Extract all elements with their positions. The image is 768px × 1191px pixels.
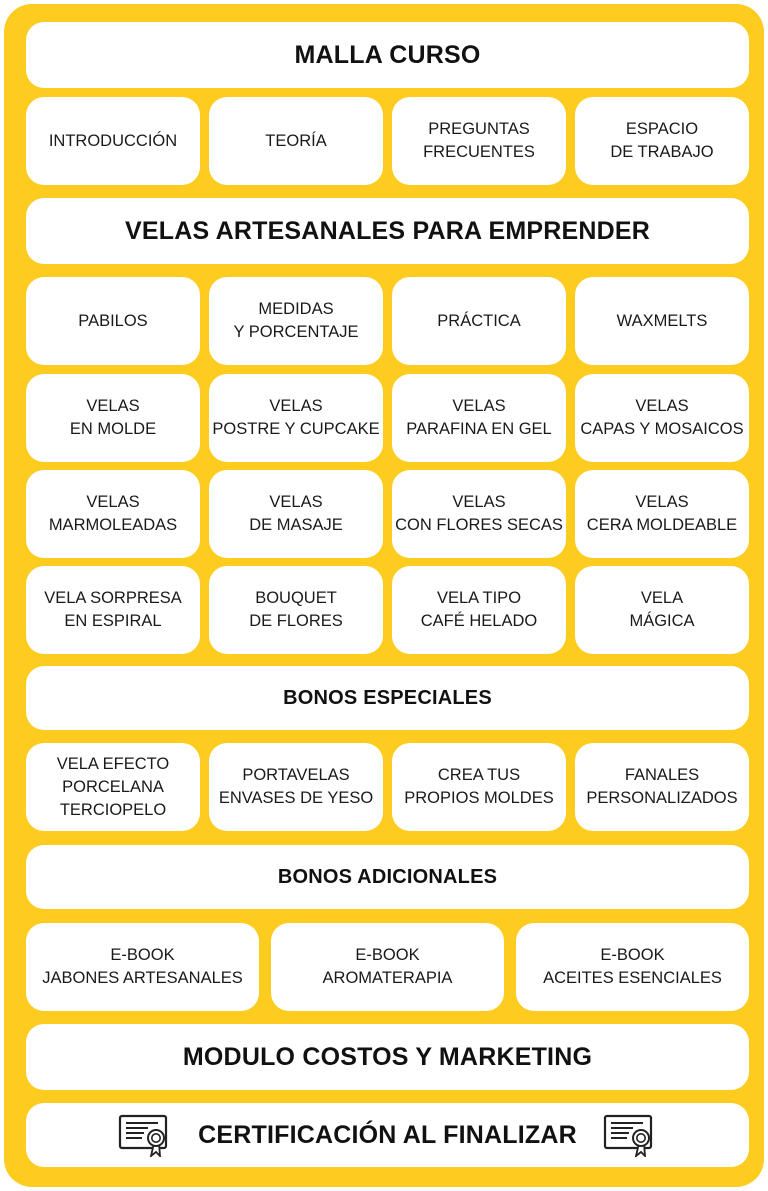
velas-item-label: PRÁCTICA [437, 311, 521, 330]
intro-item-label: TEORÍA [265, 131, 327, 150]
intro-item-card [575, 97, 749, 185]
velas-item-card [575, 470, 749, 558]
velas-item-label: CAPAS Y MOSAICOS [580, 420, 744, 438]
velas-item-card [209, 566, 383, 654]
bono-especial-label: FANALES [624, 766, 700, 784]
velas-item-card [209, 277, 383, 365]
velas-item-label: VELAS [86, 493, 140, 511]
bono-especial-label: VELA EFECTO [56, 754, 170, 773]
section-modulo-card [26, 1024, 749, 1090]
bono-adicional-label: E-BOOK [600, 946, 665, 964]
intro-item-label: FRECUENTES [423, 143, 535, 161]
velas-item-label: DE MASAJE [249, 516, 343, 534]
velas-item-card [209, 374, 383, 462]
section-modulo-title: MODULO COSTOS Y MARKETING [182, 1042, 593, 1071]
velas-item-label: MARMOLEADAS [48, 516, 178, 534]
bono-especial-label: ENVASES DE YESO [218, 789, 374, 807]
certification-title: CERTIFICACIÓN AL FINALIZAR [198, 1120, 577, 1149]
bono-especial-label: TERCIOPELO [59, 800, 167, 819]
bono-adicional-card [26, 923, 259, 1011]
bono-adicional-label: JABONES ARTESANALES [42, 969, 243, 987]
velas-item-label: VELAS [269, 397, 323, 415]
velas-item-label: VELAS [635, 397, 689, 415]
velas-item-card [575, 566, 749, 654]
intro-item-label: ESPACIO [625, 120, 699, 138]
velas-item-label: DE FLORES [249, 612, 343, 630]
bono-especial-label: PORTAVELAS [242, 766, 350, 784]
velas-item-card [392, 470, 566, 558]
velas-item-card [392, 374, 566, 462]
intro-item-label: PREGUNTAS [428, 120, 530, 138]
intro-item-label: DE TRABAJO [610, 143, 714, 161]
velas-item-label: VELA SORPRESA [44, 589, 182, 607]
bono-adicional-label: E-BOOK [355, 946, 420, 964]
velas-item-card [26, 470, 200, 558]
velas-item-card [26, 277, 200, 365]
intro-item-card [26, 97, 200, 185]
certificate-icon [118, 1113, 172, 1157]
bono-adicional-label: AROMATERAPIA [322, 969, 453, 987]
section-bonos-especiales-card [26, 666, 749, 730]
bono-adicional-card [271, 923, 504, 1011]
page-title: MALLA CURSO [294, 40, 481, 69]
velas-item-label: VELAS [86, 397, 140, 415]
velas-item-label: VELA [640, 589, 684, 607]
bono-especial-label: PERSONALIZADOS [586, 789, 738, 807]
velas-item-label: CAFÉ HELADO [420, 612, 538, 630]
velas-item-label: PARAFINA EN GEL [406, 420, 552, 438]
velas-item-label: VELA TIPO [436, 589, 522, 607]
bono-adicional-label: E-BOOK [110, 946, 175, 964]
certificate-icon [603, 1113, 657, 1157]
velas-item-label: BOUQUET [255, 589, 337, 607]
velas-item-label: Y PORCENTAJE [233, 323, 359, 341]
bono-adicional-card [516, 923, 749, 1011]
intro-item-card [209, 97, 383, 185]
bono-especial-label: CREA TUS [437, 766, 521, 784]
velas-item-label: EN MOLDE [69, 420, 157, 438]
velas-item-label: CERA MOLDEABLE [586, 516, 738, 534]
velas-item-label: VELAS [635, 493, 689, 511]
velas-item-card [575, 374, 749, 462]
bono-especial-card [392, 743, 566, 831]
section-bonos-adicionales-card [26, 845, 749, 909]
velas-item-card [392, 277, 566, 365]
velas-item-label: MÁGICA [629, 612, 695, 630]
velas-item-label: CON FLORES SECAS [395, 516, 563, 534]
velas-item-label: VELAS [452, 493, 506, 511]
velas-item-card [209, 470, 383, 558]
intro-item-card [392, 97, 566, 185]
velas-item-label: EN ESPIRAL [64, 612, 162, 630]
velas-item-label: POSTRE Y CUPCAKE [212, 420, 380, 438]
velas-item-label: WAXMELTS [616, 311, 708, 330]
velas-item-label: MEDIDAS [258, 300, 334, 318]
section-velas-card [26, 198, 749, 264]
velas-item-card [26, 374, 200, 462]
velas-item-card [575, 277, 749, 365]
velas-item-label: PABILOS [78, 311, 148, 330]
velas-item-label: VELAS [452, 397, 506, 415]
bono-especial-label: PORCELANA [62, 777, 164, 796]
certification-card [26, 1103, 749, 1167]
velas-item-label: VELAS [269, 493, 323, 511]
intro-item-label: INTRODUCCIÓN [48, 131, 178, 150]
header-card [26, 22, 749, 88]
section-velas-title: VELAS ARTESANALES PARA EMPRENDER [125, 216, 650, 245]
velas-item-card [392, 566, 566, 654]
bono-especial-card [575, 743, 749, 831]
bono-especial-label: PROPIOS MOLDES [404, 789, 554, 807]
bono-especial-card [26, 743, 200, 831]
bono-especial-card [209, 743, 383, 831]
section-bonos-especiales-title: BONOS ESPECIALES [283, 686, 492, 709]
velas-item-card [26, 566, 200, 654]
section-bonos-adicionales-title: BONOS ADICIONALES [277, 865, 498, 888]
bono-adicional-label: ACEITES ESENCIALES [543, 969, 722, 987]
